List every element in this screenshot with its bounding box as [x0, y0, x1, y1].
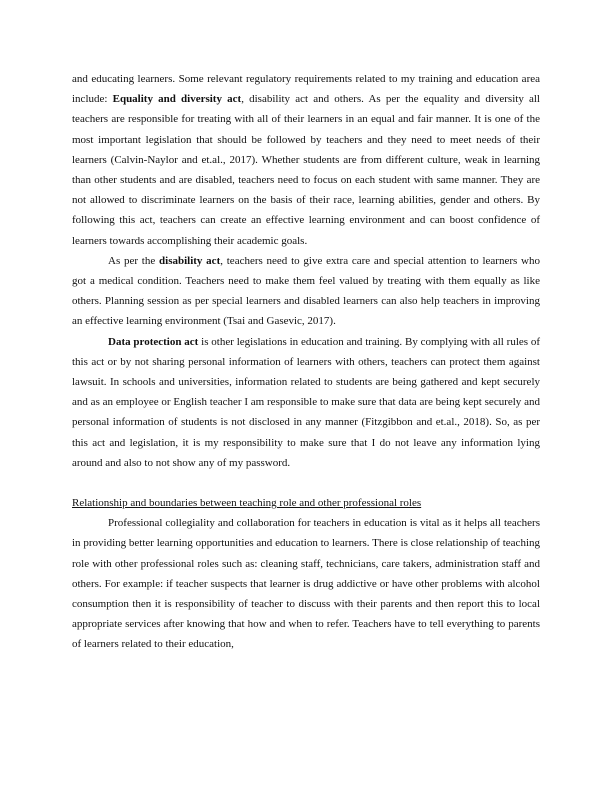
paragraph-text: , teachers need to give extra care and special attention to learners who got a medical condition. Teachers need to make them feel valued by treating with them equally as like others. Planning session as per special learners and disabled learners can also help teachers in improving an effective learning environment (Tsai and Gasevic, 2017).: [72, 254, 540, 328]
bold-term-equality-act: Equality and diversity act: [112, 93, 242, 106]
paragraph-text: and educating learners. Some relevant regulatory requirements related to my training and education area include:: [72, 73, 540, 106]
bold-term-data-protection-act: Data protection act: [108, 335, 199, 348]
document-page: [72, 69, 540, 655]
paragraph-data-protection-act: [72, 332, 540, 473]
bold-term-disability-act: disability act: [159, 254, 221, 267]
paragraph-equality-act: [72, 69, 540, 251]
paragraph-disability-act: [72, 251, 540, 332]
paragraph-text: , disability act and others. As per the equality and diversity all teachers are responsible for treating with all of their learners in an equal and fair manner. It is one of the most important legislation that should be followed by teachers and they need to meet needs of their learners (Calvin-Naylor and et.al., 2017). Whether students are from different culture, weak in learning than other students and are disabled, teachers need to focus on each student with same manner. They are not allowed to discriminate learners on the basis of their race, learning abilities, gender and others. By following this act, teachers can create an effective learning environment and can boost confidence of learners towards accomplishing their academic goals.: [72, 93, 540, 247]
section-heading: Relationship and boundaries between teaching role and other professional roles: [72, 497, 422, 510]
paragraph-text: is other legislations in education and training. By complying with all rules of this act or by not sharing personal information of learners with others, teachers can protect them against lawsuit. In schools and universities, information related to students are being gathered and kept securely and as an employee or English teacher I am responsible to make sure that data are being kept securely and personal information of students is not disclosed in any manner (Fitzgibbon and et.al., 2018). So, as per this act and legislation, it is my responsibility to make sure that I do not leave any information lying around and also to not show any of my password.: [72, 335, 541, 469]
paragraph-professional-roles: Professional collegiality and collaboration for teachers in education is vital as it helps all teachers in providing better learning opportunities and education to learners. There is close relationship of teaching role with other professional roles such as: cleaning staff, technicians, care takers, administration staff and others. For example: if teacher suspects that learner is drug addictive or have other problems with alcohol consumption then it is responsibility of teacher to discuss with their parents and then report this to local appropriate services after knowing that how and when to refer. Teachers have to tell everything to parents of learners related to their education,: [72, 517, 540, 651]
paragraph-text: As per the: [108, 254, 160, 267]
